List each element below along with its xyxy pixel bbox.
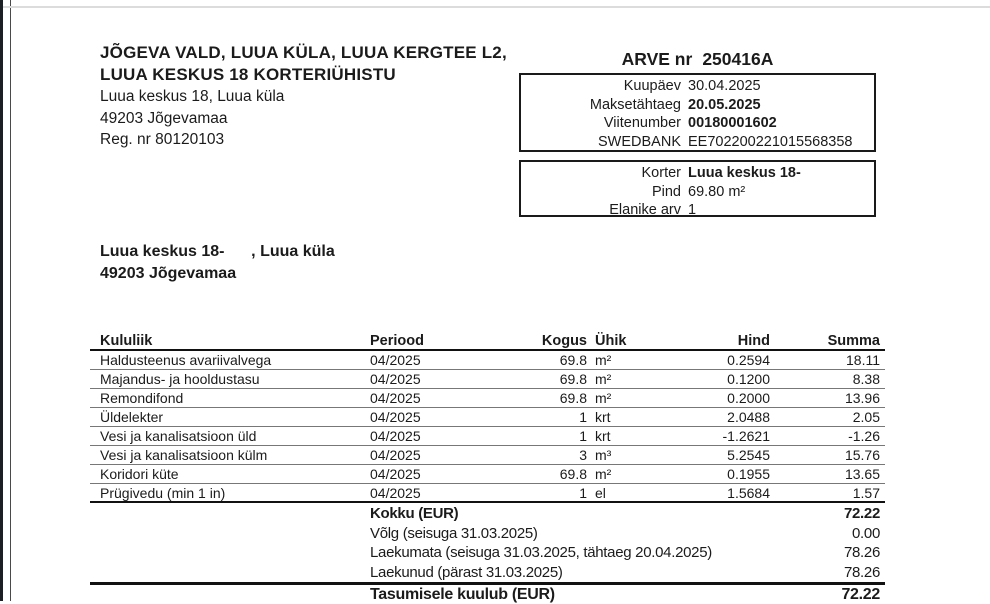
cell-unit: m²: [595, 371, 612, 387]
cell-quantity: 1: [579, 428, 587, 444]
table-row: [90, 370, 885, 389]
cell-period: 04/2025: [370, 447, 421, 463]
recipient-line1: Luua keskus 18- , Luua küla: [100, 243, 335, 260]
cell-unit: krt: [595, 409, 611, 425]
area-row: [521, 183, 874, 202]
area-value: 69.80 m²: [688, 183, 746, 200]
cell-cost-type: Vesi ja kanalisatsioon üld: [100, 428, 257, 444]
cell-price: -1.2621: [722, 428, 770, 444]
cell-quantity: 1: [579, 485, 587, 501]
cell-period: 04/2025: [370, 371, 421, 387]
cell-cost-type: Koridori küte: [100, 466, 179, 482]
cell-cost-type: Vesi ja kanalisatsioon külm: [100, 447, 268, 463]
detail-row-date: [521, 77, 874, 96]
cell-period: 04/2025: [370, 428, 421, 444]
cell-unit: m²: [595, 390, 612, 406]
cell-price: 0.1200: [727, 371, 770, 387]
due-date-label: Maksetähtaeg: [589, 96, 681, 113]
cell-quantity: 1: [579, 409, 587, 425]
cell-price: 5.2545: [727, 447, 770, 463]
table-row: [90, 446, 885, 465]
cell-unit: m²: [595, 352, 612, 368]
scan-edge-line: [10, 0, 11, 601]
sender-reg-number: Reg. nr 80120103: [100, 131, 225, 148]
total-sum-value: 72.22: [843, 505, 880, 523]
apartment-row: [521, 164, 874, 183]
cell-period: 04/2025: [370, 466, 421, 482]
cell-price: 2.0488: [727, 409, 770, 425]
cost-table-header: [90, 330, 885, 351]
cell-unit: el: [595, 485, 606, 501]
cell-sum: 15.76: [844, 447, 880, 463]
table-row: [90, 484, 885, 503]
summary-row-debt: [90, 524, 885, 544]
header-unit: Ühik: [595, 333, 627, 349]
header-cost-type: Kululiik: [100, 333, 153, 349]
header-period: Periood: [370, 333, 424, 349]
recipient-block: [100, 241, 335, 285]
cell-unit: m²: [595, 466, 612, 482]
date-value: 30.04.2025: [688, 78, 761, 94]
recipient-line2: 49203 Jõgevamaa: [100, 265, 237, 282]
cell-period: 04/2025: [370, 409, 421, 425]
summary-section: [90, 504, 885, 582]
summary-row-unpaid: [90, 543, 885, 563]
cell-price: 1.5684: [727, 485, 770, 501]
bank-label: SWEDBANK: [598, 133, 681, 150]
amount-due-row: [90, 586, 885, 601]
total-sum-label: Kokku (EUR): [370, 505, 459, 523]
cell-quantity: 69.8: [559, 466, 587, 482]
header-quantity: Kogus: [541, 333, 587, 349]
cell-quantity: 69.8: [559, 371, 587, 387]
cell-period: 04/2025: [370, 352, 421, 368]
invoice-title: [519, 49, 876, 70]
cell-sum: 18.11: [846, 352, 880, 368]
detail-row-due-date: [521, 96, 874, 115]
table-row: [90, 389, 885, 408]
debt-value: 0.00: [852, 524, 880, 542]
total-separator-line: [90, 582, 885, 585]
table-row: [90, 465, 885, 484]
sender-block: [100, 42, 507, 151]
sender-name-line1: JÕGEVA VALD, LUUA KÜLA, LUUA KERGTEE L2,: [100, 43, 507, 62]
unpaid-label: Laekumata (seisuga 31.03.2025, tähtaeg 20.04.2025): [370, 544, 712, 562]
cell-sum: 1.57: [852, 485, 880, 501]
debt-label: Võlg (seisuga 31.03.2025): [370, 524, 538, 542]
apartment-info-box: [519, 160, 876, 217]
detail-row-reference-number: [521, 114, 874, 133]
amount-due-value: 72.22: [841, 586, 880, 603]
cell-sum: 8.38: [852, 371, 880, 387]
scan-top-line: [3, 6, 990, 8]
residents-row: [521, 201, 874, 220]
sender-city: 49203 Jõgevamaa: [100, 109, 228, 127]
summary-row-received: [90, 563, 885, 583]
cell-price: 0.1955: [727, 466, 770, 482]
cell-sum: 2.05: [852, 409, 880, 425]
summary-row-total: [90, 504, 885, 524]
scan-edge-bar: [0, 0, 3, 601]
cell-price: 0.2000: [727, 390, 770, 406]
date-label: Kuupäev: [623, 78, 681, 94]
bank-iban-value: EE702200221015568358: [688, 133, 853, 150]
cost-table: [90, 330, 885, 503]
cell-cost-type: Haldusteenus avariivalvega: [100, 352, 272, 368]
cell-cost-type: Remondifond: [100, 390, 184, 406]
unpaid-value: 78.26: [843, 544, 880, 562]
cell-unit: m³: [595, 447, 612, 463]
received-label: Laekunud (pärast 31.03.2025): [370, 563, 563, 581]
apartment-label: Korter: [641, 165, 681, 181]
cell-price: 0.2594: [727, 352, 770, 368]
cost-table-body: [90, 351, 885, 503]
reference-number-value: 00180001602: [688, 115, 777, 132]
cell-sum: 13.65: [844, 466, 880, 482]
table-row: [90, 427, 885, 446]
cell-cost-type: Majandus- ja hooldustasu: [100, 371, 260, 387]
sender-street: Luua keskus 18, Luua küla: [100, 88, 285, 105]
detail-row-bank: [521, 133, 874, 152]
table-row: [90, 351, 885, 370]
invoice-number: 250416A: [702, 49, 774, 69]
apartment-value: Luua keskus 18-: [688, 165, 801, 181]
area-label: Pind: [651, 183, 681, 200]
cell-sum: -1.26: [848, 428, 880, 444]
header-price: Hind: [737, 333, 770, 349]
cell-period: 04/2025: [370, 485, 421, 501]
amount-due-label: Tasumisele kuulub (EUR): [370, 586, 555, 603]
cell-unit: krt: [595, 428, 611, 444]
table-row: [90, 408, 885, 427]
cell-cost-type: Üldelekter: [100, 409, 164, 425]
cell-sum: 13.96: [844, 390, 880, 406]
sender-name-line2: LUUA KESKUS 18 KORTERIÜHISTU: [100, 65, 396, 84]
header-sum: Summa: [827, 333, 880, 349]
cell-quantity: 69.8: [559, 390, 587, 406]
reference-number-label: Viitenumber: [603, 115, 681, 132]
cell-quantity: 69.8: [559, 352, 587, 368]
cell-cost-type: Prügivedu (min 1 in): [100, 485, 226, 501]
due-date-value: 20.05.2025: [688, 96, 761, 113]
residents-label: Elanike arv: [609, 202, 681, 219]
cell-period: 04/2025: [370, 390, 421, 406]
invoice-title-label: ARVE nr: [621, 49, 693, 69]
residents-value: 1: [688, 202, 697, 219]
invoice-details-box: [519, 73, 876, 152]
cell-quantity: 3: [579, 447, 587, 463]
received-value: 78.26: [843, 563, 880, 581]
